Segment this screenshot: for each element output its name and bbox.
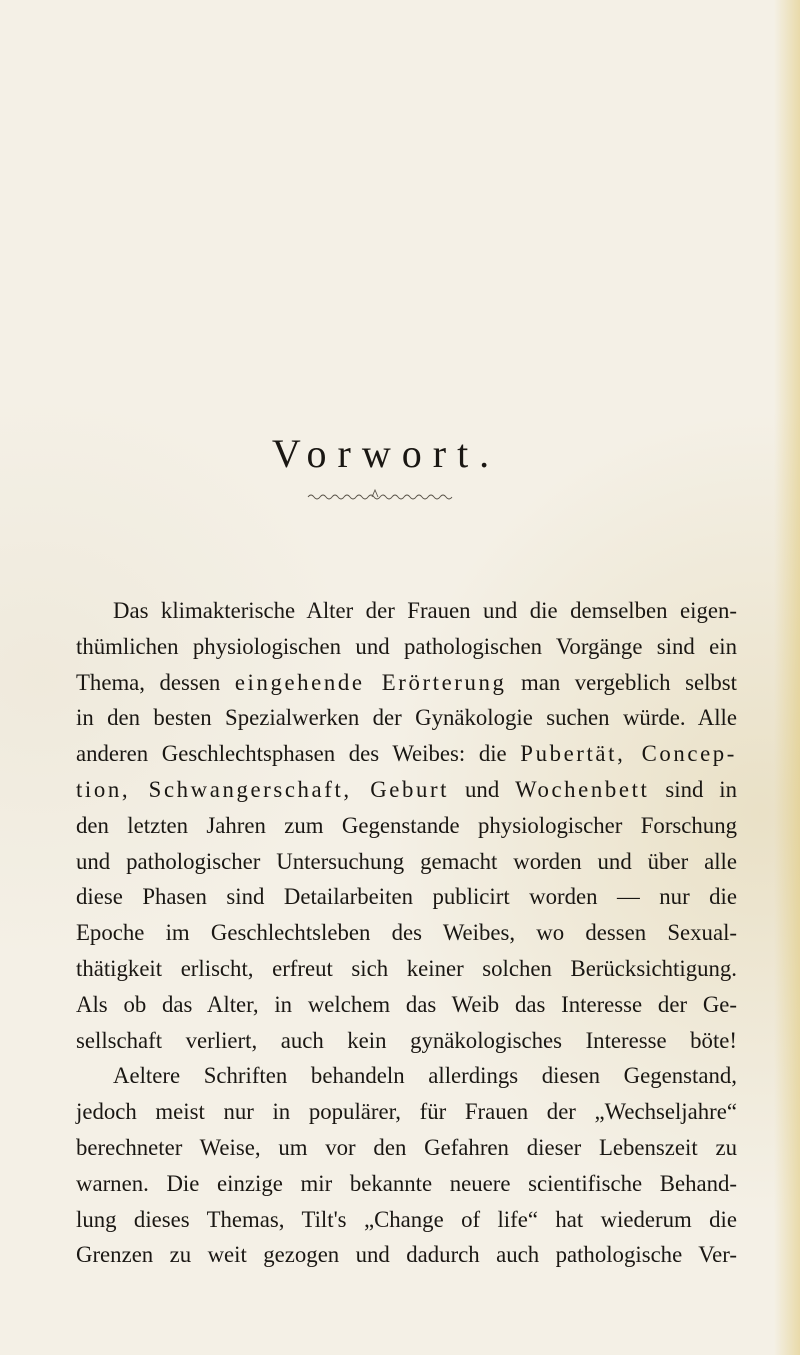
text-line: lung dieses Themas, Tilt's „Change of life“ hat wiederum die (76, 1206, 737, 1232)
text-line: diese Phasen sind Detailarbeiten publicirt worden — nur die (76, 884, 737, 910)
text-line: thümlichen physiologischen und pathologischen Vorgänge sind ein (76, 633, 737, 659)
text-line (76, 772, 737, 808)
emphasis-text: tion, Schwangerschaft, Geburt (76, 776, 450, 802)
text-segment: anderen Geschlechtsphasen des Weibes: die (76, 741, 507, 767)
emphasis-text: Pubertät, Concep- (520, 741, 737, 767)
text-line: Als ob das Alter, in welchem das Weib das Interesse der Ge- (76, 991, 737, 1017)
text-line: in den besten Spezialwerken der Gynäkologie suchen würde. Alle (76, 705, 737, 731)
text-line: sellschaft verliert, auch kein gynäkologisches Interesse böte! (76, 1027, 737, 1053)
paragraph-2 (76, 1058, 737, 1273)
text-line: den letzten Jahren zum Gegenstande physiologischer Forschung (76, 812, 737, 838)
emphasis-text: eingehende Erörterung (234, 669, 507, 695)
text-line (76, 665, 737, 701)
paragraph-1 (76, 593, 737, 1058)
text-line: warnen. Die einzige mir bekannte neuere scientifische Behand- (76, 1170, 737, 1196)
preface-text (76, 593, 737, 1273)
text-line: Grenzen zu weit gezogen und dadurch auch pathologische Ver- (76, 1242, 737, 1268)
text-line: Aeltere Schriften behandeln allerdings diesen Gegenstand, (113, 1063, 737, 1089)
text-line: Epoche im Geschlechtsleben des Weibes, wo dessen Sexual- (76, 920, 737, 946)
text-line: thätigkeit erlischt, erfreut sich keiner solchen Berücksichtigung. (76, 955, 737, 981)
ornament-divider (306, 488, 454, 502)
page-edge-shadow (774, 0, 800, 1355)
text-line: berechneter Weise, um vor den Gefahren dieser Lebenszeit zu (76, 1134, 737, 1160)
text-segment: man vergeblich selbst (521, 669, 738, 695)
emphasis-text: Wochenbett (515, 776, 650, 802)
text-line: und pathologischer Untersuchung gemacht worden und über alle (76, 848, 737, 874)
page-title: Vorwort. (271, 431, 501, 476)
text-line (76, 736, 737, 772)
text-line: Das klimakterische Alter der Frauen und die demselben eigen- (113, 598, 737, 623)
text-line: jedoch meist nur in populärer, für Frauen der „Wechseljahre“ (76, 1099, 737, 1125)
text-segment: und (465, 776, 500, 802)
text-segment: sind in (665, 776, 738, 802)
text-segment: Thema, dessen (76, 669, 221, 695)
